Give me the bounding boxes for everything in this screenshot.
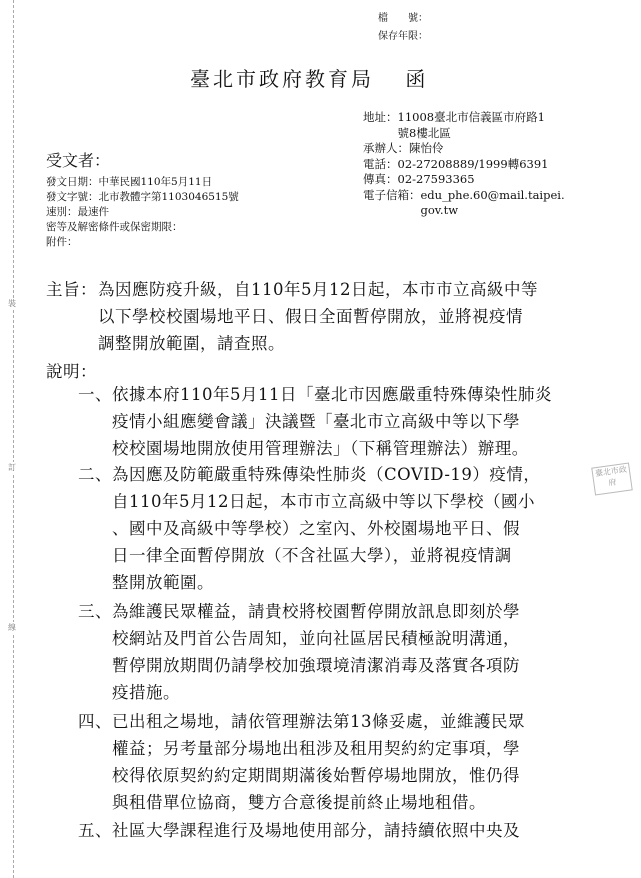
- item-line: 暫停開放期間仍請學校加強環境清潔消毒及落實各項防: [112, 656, 520, 675]
- subject-line: 調整開放範圍，請查照。: [98, 334, 285, 353]
- item-line: 權益；另考量部分場地出租涉及租用契約約定事項，學: [112, 739, 520, 758]
- item-line: 疫情小組應變會議」決議暨「臺北市立高級中等以下學: [112, 412, 520, 431]
- item-number: 五、: [78, 821, 112, 840]
- seal-stamp: 臺北市政府: [591, 462, 633, 495]
- retention-label: 保存年限：: [378, 31, 428, 42]
- doc-date: 發文日期：中華民國110年5月11日: [46, 176, 213, 188]
- item-line: 校得依原契約約定期間期滿後始暫停場地開放，惟仍得: [112, 766, 520, 785]
- recipient-label: 受文者：: [46, 151, 111, 170]
- item-number: 三、: [78, 602, 112, 621]
- binding-mark-zhuang: 裝: [8, 299, 16, 308]
- list-item: [70, 817, 590, 844]
- subject-line: 為因應防疫升級，自110年5月12日起，本市市立高級中等: [98, 280, 538, 299]
- address-line: 11008臺北市信義區市府路1: [397, 110, 545, 124]
- doc-info: [46, 175, 239, 250]
- org-name: 臺北市政府教育局: [190, 67, 374, 91]
- contact-block: [363, 110, 588, 219]
- binding-mark-ding: 訂: [8, 463, 16, 472]
- subject-label: 主旨：: [46, 280, 97, 299]
- list-item: [70, 381, 590, 462]
- item-line: 已出租之場地，請依管理辦法第13條妥處，並維護民眾: [112, 712, 525, 731]
- email-line: edu_phe.60@mail.taipei.: [420, 187, 565, 202]
- item-number: 二、: [78, 465, 112, 484]
- item-line: 疫措施。: [112, 683, 180, 702]
- address-line: 號8樓北區: [397, 125, 451, 140]
- binding-mark-xian: 線: [8, 623, 16, 632]
- fax: 傳真：02-27593365: [363, 172, 475, 186]
- binding-line: [13, 0, 14, 878]
- doc-attachments: 附件：: [46, 236, 78, 248]
- list-item: [70, 708, 590, 816]
- doc-secrecy: 密等及解密條件或保密期限：: [46, 221, 183, 233]
- address-label: 地址：: [363, 110, 398, 124]
- subject-line: 以下學校校園場地平日、假日全面暫停開放，並將視疫情: [98, 307, 523, 326]
- explanation-label: 說明：: [46, 362, 97, 381]
- item-number: 一、: [78, 385, 112, 404]
- handler: 承辦人：陳怡伶: [363, 141, 444, 155]
- item-line: 依據本府110年5月11日「臺北市因應嚴重特殊傳染性肺炎: [112, 385, 552, 404]
- item-line: 為維護民眾權益，請貴校將校園暫停開放訊息即刻於學: [112, 602, 520, 621]
- list-item: [70, 461, 590, 596]
- item-line: 社區大學課程進行及場地使用部分，請持續依照中央及: [112, 821, 520, 840]
- item-number: 四、: [78, 712, 112, 731]
- item-line: 日一律全面暫停開放（不含社區大學），並將視疫情調: [112, 546, 512, 565]
- subject-block: [46, 276, 538, 357]
- item-line: 、國中及高級中等學校）之室內、外校園場地平日、假: [112, 519, 520, 538]
- email-label: 電子信箱：: [363, 187, 421, 202]
- item-line: 自110年5月12日起，本市市立高級中等以下學校（國小: [112, 492, 535, 511]
- item-line: 為因應及防範嚴重特殊傳染性肺炎（COVID-19）疫情，: [112, 465, 541, 484]
- item-line: 整開放範圍。: [112, 573, 214, 592]
- file-number-label: 檔 號：: [378, 13, 428, 24]
- list-item: [70, 598, 590, 706]
- doc-speed: 速別：最速件: [46, 206, 109, 218]
- page-title: [190, 63, 428, 92]
- item-line: 校校園場地開放使用管理辦法」（下稱管理辦法）辦理。: [112, 439, 529, 458]
- doc-number: 發文字號：北市教體字第1103046515號: [46, 191, 239, 203]
- phone: 電話：02-27208889/1999轉6391: [363, 156, 549, 171]
- doc-type: 函: [405, 67, 429, 91]
- email-line: gov.tw: [420, 203, 459, 217]
- item-line: 校網站及門首公告周知，並向社區居民積極說明溝通，: [112, 629, 520, 648]
- item-line: 與租借單位協商，雙方合意後提前終止場地租借。: [112, 793, 486, 812]
